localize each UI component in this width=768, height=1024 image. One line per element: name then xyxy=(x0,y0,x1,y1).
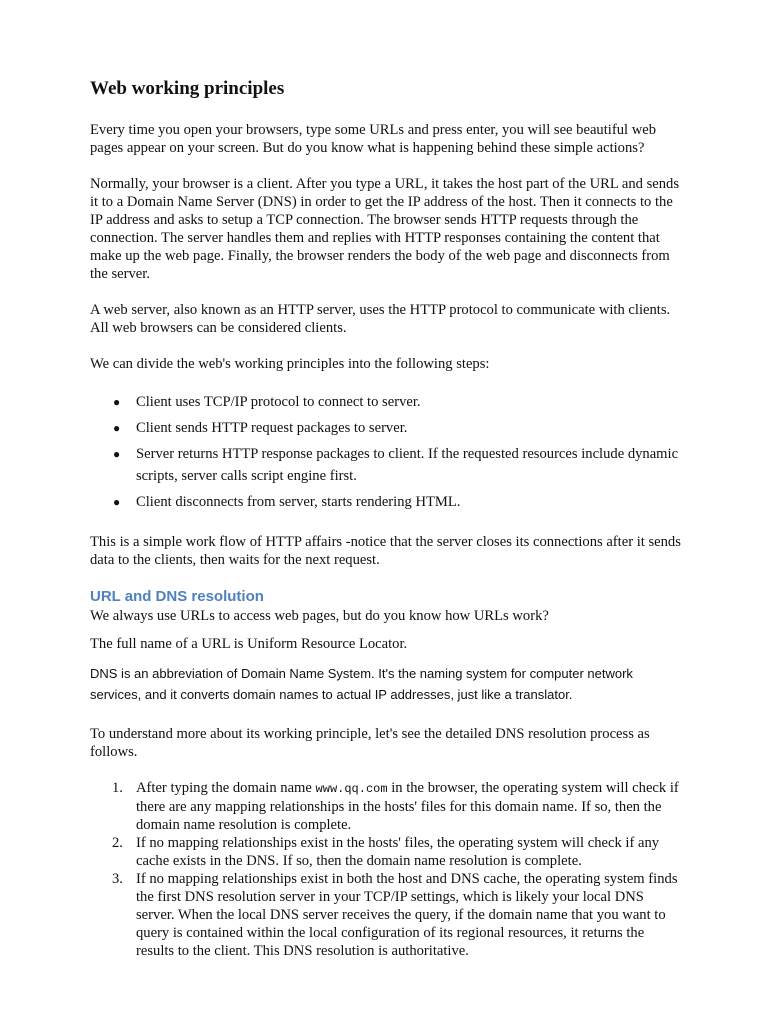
list-item-text: Client uses TCP/IP protocol to connect to server. xyxy=(136,394,421,410)
list-number: 1. xyxy=(112,780,123,796)
bullet-icon: ● xyxy=(113,395,121,409)
list-item-text: Server returns HTTP response packages to client. If the requested resources include dynamic scripts, server calls script engine first. xyxy=(136,446,679,484)
bullet-icon: ● xyxy=(113,447,121,461)
intro-paragraph-3: A web server, also known as an HTTP server, uses the HTTP protocol to communicate with clients. All web browsers can be considered clients. xyxy=(90,302,671,336)
list-item xyxy=(90,391,682,413)
list-item-text: Client sends HTTP request packages to server. xyxy=(136,420,408,436)
section-paragraph-2: The full name of a URL is Uniform Resource Locator. xyxy=(90,636,408,652)
list-item-text: Client disconnects from server, starts rendering HTML. xyxy=(136,494,461,510)
dns-steps-list xyxy=(90,779,682,960)
page-title: Web working principles xyxy=(90,78,285,99)
list-item xyxy=(90,779,682,834)
list-item-text: If no mapping relationships exist in both the host and DNS cache, the operating system finds the first DNS resolution server in your TCP/IP settings, which is likely your local DNS server. When the local DNS server receives the query, if the domain name that you want to query is contained within the local configuration of its regional resources, it returns the results to the client. This DNS resolution is authoritative. xyxy=(136,871,678,959)
steps-bullet-list xyxy=(90,391,682,513)
list-number: 3. xyxy=(112,871,123,887)
list-item-text: in the browser, the operating system will check if there are any mapping relationships in the hosts' files for this domain name. If so, then the domain name resolution is complete. xyxy=(136,780,679,833)
list-item-text: After typing the domain name xyxy=(136,780,316,796)
section-paragraph-3: DNS is an abbreviation of Domain Name System. It's the naming system for computer network services, and it converts domain names to actual IP addresses, just like a translator. xyxy=(90,666,633,702)
bullet-icon: ● xyxy=(113,495,121,509)
list-item xyxy=(90,417,682,439)
intro-paragraph-4: We can divide the web's working principles into the following steps: xyxy=(90,356,490,372)
list-item-text: If no mapping relationships exist in the hosts' files, the operating system will check if any cache exists in the DNS. If so, then the domain name resolution is complete. xyxy=(136,835,660,869)
intro-paragraph-1: Every time you open your browsers, type some URLs and press enter, you will see beautiful web pages appear on your screen. But do you know what is happening behind these simple actions? xyxy=(90,122,657,156)
section-paragraph-4: To understand more about its working principle, let's see the detailed DNS resolution process as follows. xyxy=(90,726,650,760)
list-item xyxy=(90,870,682,960)
workflow-paragraph: This is a simple work flow of HTTP affairs -notice that the server closes its connections after it sends data to the clients, then waits for the next request. xyxy=(90,534,681,568)
intro-paragraph-2: Normally, your browser is a client. After you type a URL, it takes the host part of the URL and sends it to a Domain Name Server (DNS) in order to get the IP address of the host. Then it connects to the IP address and asks to setup a TCP connection. The browser sends HTTP requests through the connection. The server handles them and replies with HTTP responses containing the content that make up the web page. Finally, the browser renders the body of the web page and disconnects from the server. xyxy=(90,176,680,282)
list-item xyxy=(90,443,682,487)
list-item xyxy=(90,491,682,513)
document-page xyxy=(90,76,682,960)
list-number: 2. xyxy=(112,835,123,851)
list-item xyxy=(90,834,682,870)
bullet-icon: ● xyxy=(113,421,121,435)
section-paragraph-1: We always use URLs to access web pages, but do you know how URLs work? xyxy=(90,608,549,624)
domain-code: www.qq.com xyxy=(315,782,388,796)
section-heading: URL and DNS resolution xyxy=(90,588,264,605)
